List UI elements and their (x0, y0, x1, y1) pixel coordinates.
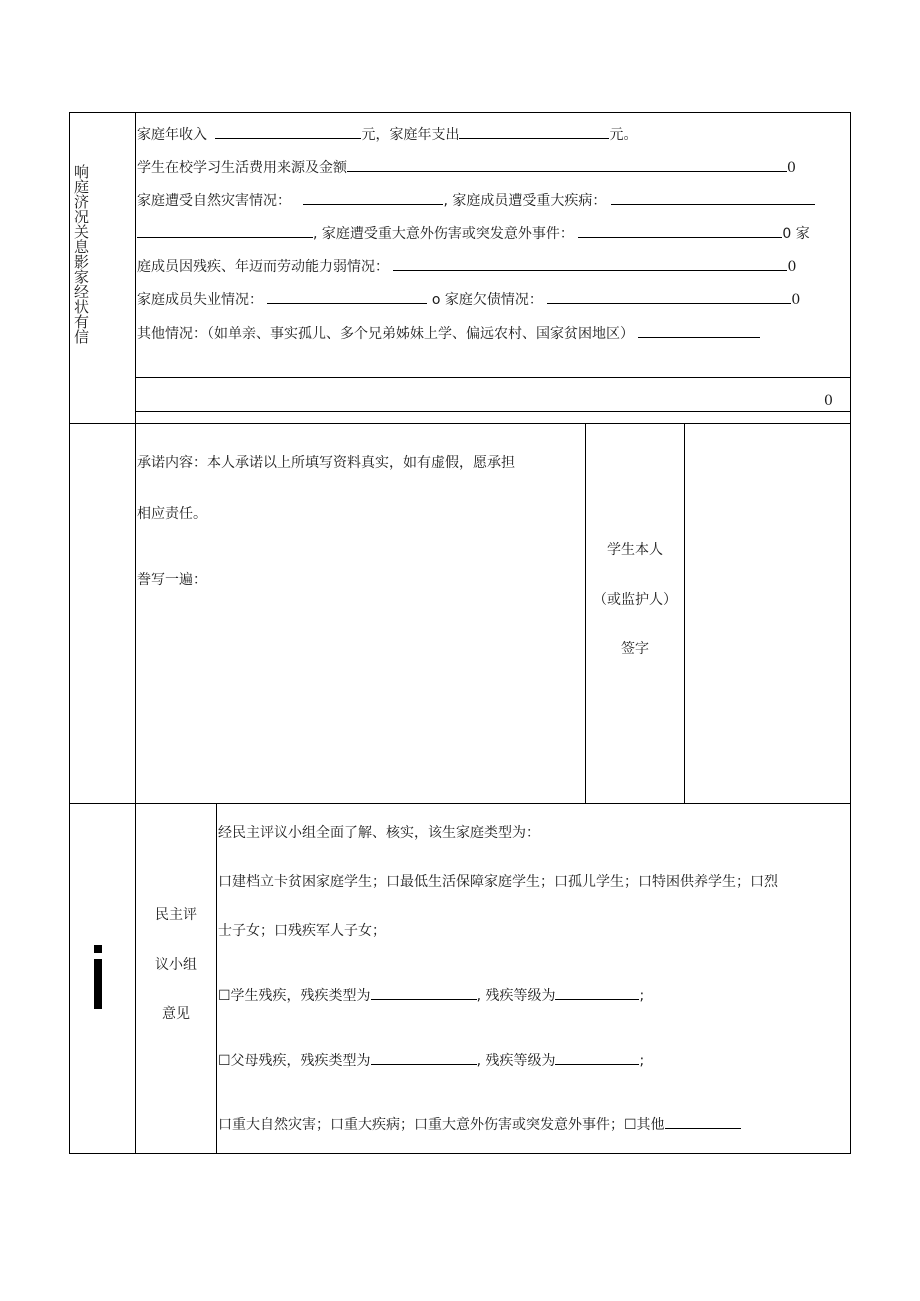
grid-line (69, 1153, 851, 1154)
student-disability-checkbox[interactable]: ☐学生残疾，残疾类型为 (218, 988, 371, 1004)
living-cost-row (137, 159, 796, 177)
student-disability-grade-label: , 残疾等级为 (476, 988, 556, 1004)
disabled-row (137, 258, 796, 276)
events-row (218, 1116, 741, 1134)
student-disability-grade-field[interactable] (555, 987, 639, 1000)
parent-disability-row (218, 1052, 644, 1070)
section3-side-mark (93, 945, 103, 1009)
disabled-field[interactable] (393, 258, 787, 271)
review-intro: 经民主评议小组全面了解、核实，该生家庭类型为： (218, 825, 540, 841)
other-field[interactable] (638, 325, 760, 338)
unemployed-label: 家庭成员失业情况： (137, 292, 263, 308)
review-label-2: 议小组 (155, 957, 197, 973)
other-event-field[interactable] (665, 1116, 741, 1129)
other-label: 其他情况：（如单亲、事实孤儿、多个兄弟姊妹上学、偏远农村、国家贫困地区） (137, 326, 634, 342)
unemployed-row (137, 291, 800, 309)
section1-footer-mark: 0 (824, 393, 833, 409)
living-cost-end: 0 (787, 160, 796, 176)
signature-field[interactable] (685, 424, 850, 803)
grid-line (69, 112, 851, 113)
disaster-field[interactable] (303, 192, 443, 205)
income-unit: 元，家庭年支出 (361, 127, 460, 143)
expense-field[interactable] (459, 126, 609, 139)
accident-field[interactable] (578, 225, 782, 238)
grid-line (216, 803, 217, 1153)
review-label-3: 意见 (162, 1006, 190, 1022)
pledge-transcription-area[interactable] (136, 590, 584, 802)
parent-disability-grade-field[interactable] (555, 1052, 639, 1065)
disaster-row (137, 192, 815, 210)
disaster-label: 家庭遭受自然灾害情况： (137, 193, 291, 209)
disabled-label: 庭成员因残疾、年迈而劳动能力弱情况： (137, 259, 389, 275)
grid-line (135, 377, 851, 378)
student-disability-row (218, 987, 644, 1005)
grid-line (69, 803, 851, 804)
grid-line (585, 423, 586, 803)
sign-label-1: 学生本人 (607, 542, 663, 558)
semicolon: ; (639, 988, 645, 1004)
accident-row (137, 225, 810, 243)
unemployed-field[interactable] (267, 291, 427, 304)
grid-line (135, 411, 851, 412)
illness-field[interactable] (611, 192, 815, 205)
family-type-options-1[interactable]: 口建档立卡贫困家庭学生；口最低生活保障家庭学生；口孤儿学生；口特困供养学生；口烈 (218, 874, 778, 890)
parent-disability-grade-label: , 残疾等级为 (476, 1053, 556, 1069)
pledge-line-1: 承诺内容：本人承诺以上所填写资料真实，如有虚假，愿承担 (137, 455, 515, 471)
sign-label-3: 签字 (621, 641, 649, 657)
illness-label: , 家庭成员遭受重大疾病： (443, 193, 607, 209)
pledge-line-2: 相应责任。 (137, 506, 207, 522)
parent-disability-checkbox[interactable]: ☐父母残疾，残疾类型为 (218, 1053, 371, 1069)
sign-label-2: （或监护人） (593, 592, 677, 608)
debt-end: 0 (791, 292, 801, 308)
accident-end: 0 家 (782, 226, 810, 242)
illness-field-cont[interactable] (137, 225, 313, 238)
income-field[interactable] (215, 126, 361, 139)
family-type-options-2[interactable]: 士子女；口残疾军人子女； (218, 923, 386, 939)
living-cost-field[interactable] (347, 159, 787, 172)
section1-side-label: 响庭济况关息影家经状有信 (72, 164, 90, 344)
student-disability-type-field[interactable] (371, 987, 477, 1000)
review-label-1: 民主评 (155, 907, 197, 923)
grid-line (69, 112, 70, 1154)
disabled-end: 0 (787, 259, 797, 275)
accident-label: , 家庭遭受重大意外伤害或突发意外事件： (313, 226, 574, 242)
events-options[interactable]: 口重大自然灾害；口重大疾病；口重大意外伤害或突发意外事件；☐其他 (218, 1117, 665, 1133)
income-row (137, 126, 637, 144)
grid-line (850, 112, 851, 1154)
debt-label: o 家庭欠债情况： (431, 292, 543, 308)
pledge-line-3: 誊写一遍： (137, 572, 207, 588)
expense-unit: 元。 (609, 127, 638, 143)
semicolon: ; (639, 1053, 645, 1069)
debt-field[interactable] (547, 291, 791, 304)
income-label: 家庭年收入 (137, 127, 207, 143)
other-row (137, 325, 760, 343)
parent-disability-type-field[interactable] (371, 1052, 477, 1065)
living-cost-label: 学生在校学习生活费用来源及金额 (137, 160, 347, 176)
